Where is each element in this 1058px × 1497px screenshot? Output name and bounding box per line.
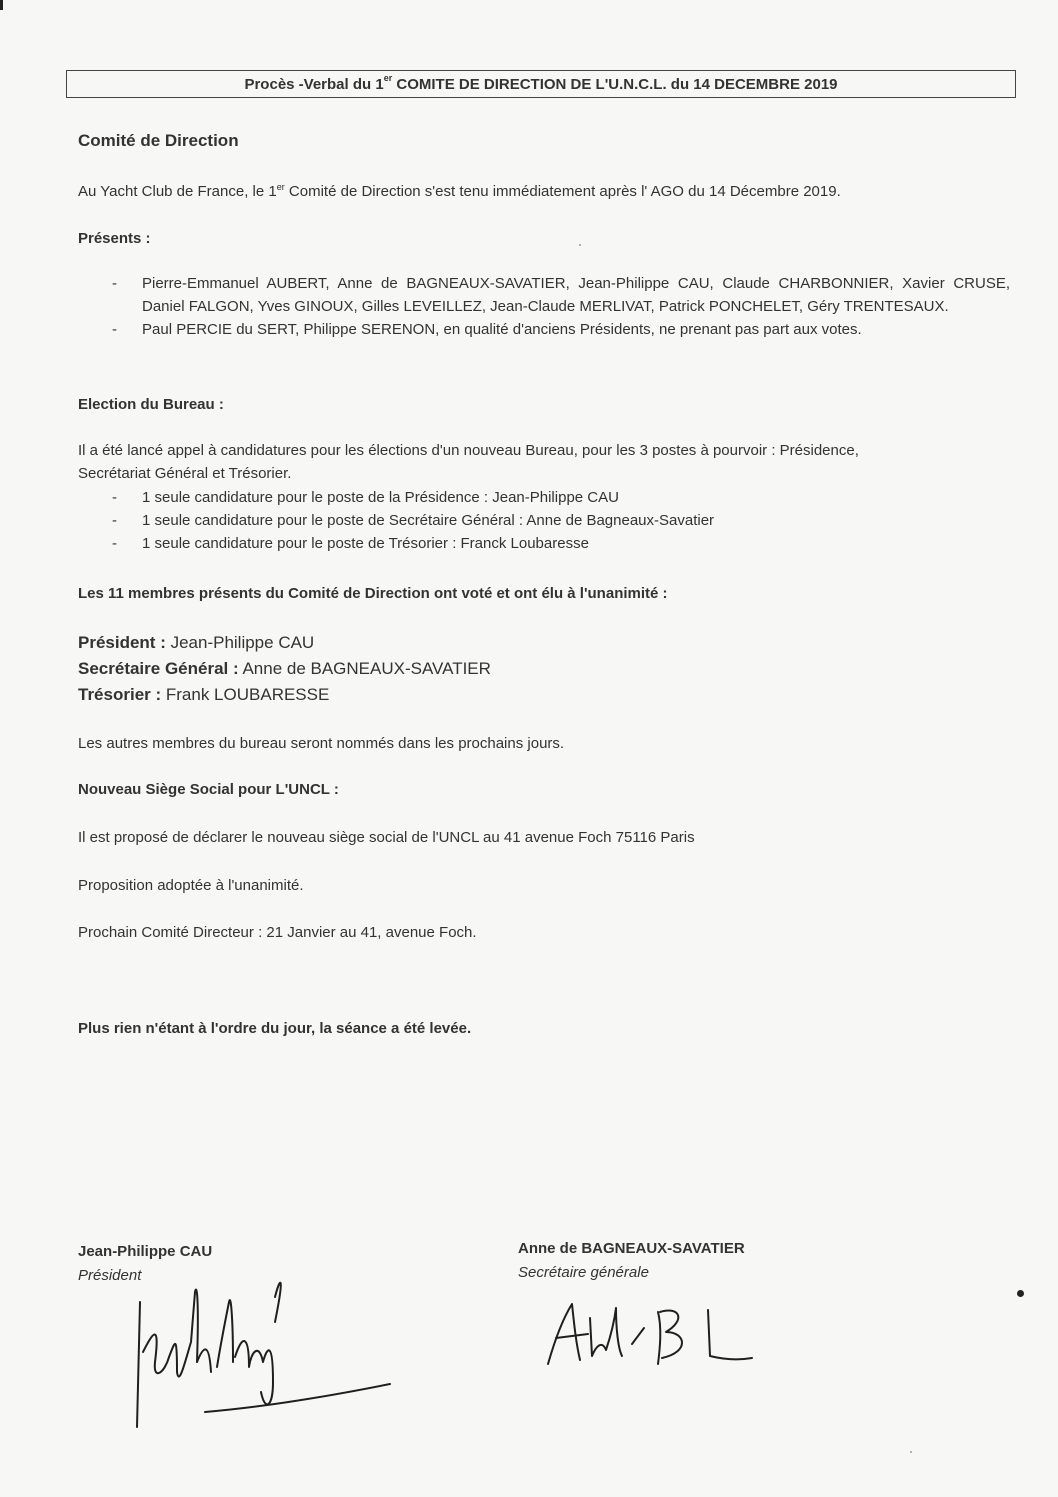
section-heading-election: Election du Bureau :	[78, 396, 224, 413]
signature-block-right	[518, 1237, 745, 1285]
section-heading-presents: Présents :	[78, 230, 151, 247]
secretaire-signature	[540, 1298, 760, 1378]
officer-tresorier: Trésorier : Frank LOUBARESSE	[78, 685, 330, 704]
scan-speck	[910, 1451, 912, 1453]
presents-list	[78, 272, 1010, 341]
list-item: - 1 seule candidature pour le poste de Trésorier : Franck Loubaresse	[78, 532, 1010, 555]
officer-president: Président : Jean-Philippe CAU	[78, 633, 315, 652]
president-signature	[125, 1262, 405, 1432]
document-title: Procès -Verbal du 1er COMITE DE DIRECTION DE L'U.N.C.L. du 14 DECEMBRE 2019	[244, 73, 838, 93]
scan-speck	[579, 244, 581, 246]
list-item: - Pierre-Emmanuel AUBERT, Anne de BAGNEAUX-SAVATIER, Jean-Philippe CAU, Claude CHARBONNIER, Xavier CRUSE, Daniel FALGON, Yves GINOUX, Gilles LEVEILLEZ, Jean-Claude MERLIVAT, Patrick PONCHELET, Géry TRENTESAUX.	[78, 272, 1010, 318]
signatory-role: Président	[78, 1267, 142, 1284]
signatory-name: Jean-Philippe CAU	[78, 1243, 213, 1260]
list-item: - 1 seule candidature pour le poste de Secrétaire Général : Anne de Bagneaux-Savatier	[78, 509, 1010, 532]
candidatures-list	[78, 486, 1010, 555]
officers-list	[78, 630, 1010, 708]
signatory-name: Anne de BAGNEAUX-SAVATIER	[518, 1240, 745, 1257]
vote-heading: Les 11 membres présents du Comité de Direction ont voté et ont élu à l'unanimité :	[78, 585, 668, 602]
scan-ink-dot	[1017, 1290, 1024, 1297]
closing-statement: Plus rien n'étant à l'ordre du jour, la séance a été levée.	[78, 1020, 472, 1037]
next-meeting-paragraph: Prochain Comité Directeur : 21 Janvier au 41, avenue Foch.	[78, 924, 477, 941]
document-title-box	[66, 70, 1016, 98]
adopted-paragraph: Proposition adoptée à l'unanimité.	[78, 877, 304, 894]
election-intro: Il a été lancé appel à candidatures pour les élections d'un nouveau Bureau, pour les 3 postes à pourvoir : Présidence, Secrétariat Général et Trésorier.	[78, 442, 859, 482]
others-paragraph: Les autres membres du bureau seront nommés dans les prochains jours.	[78, 735, 565, 752]
list-item: - Paul PERCIE du SERT, Philippe SERENON, en qualité d'anciens Présidents, ne prenant pas part aux votes.	[78, 318, 1010, 341]
section-heading-siege: Nouveau Siège Social pour L'UNCL :	[78, 781, 339, 798]
siege-paragraph: Il est proposé de déclarer le nouveau siège social de l'UNCL au 41 avenue Foch 75116 Paris	[78, 829, 695, 846]
list-item: - 1 seule candidature pour le poste de la Présidence : Jean-Philippe CAU	[78, 486, 1010, 509]
signatory-role: Secrétaire générale	[518, 1264, 649, 1281]
officer-secretaire: Secrétaire Général : Anne de BAGNEAUX-SAVATIER	[78, 659, 491, 678]
intro-paragraph: Au Yacht Club de France, le 1er Comité de Direction s'est tenu immédiatement après l' AGO du 14 Décembre 2019.	[78, 182, 841, 200]
scan-edge-mark	[0, 0, 3, 1497]
section-heading-comite: Comité de Direction	[78, 131, 239, 150]
